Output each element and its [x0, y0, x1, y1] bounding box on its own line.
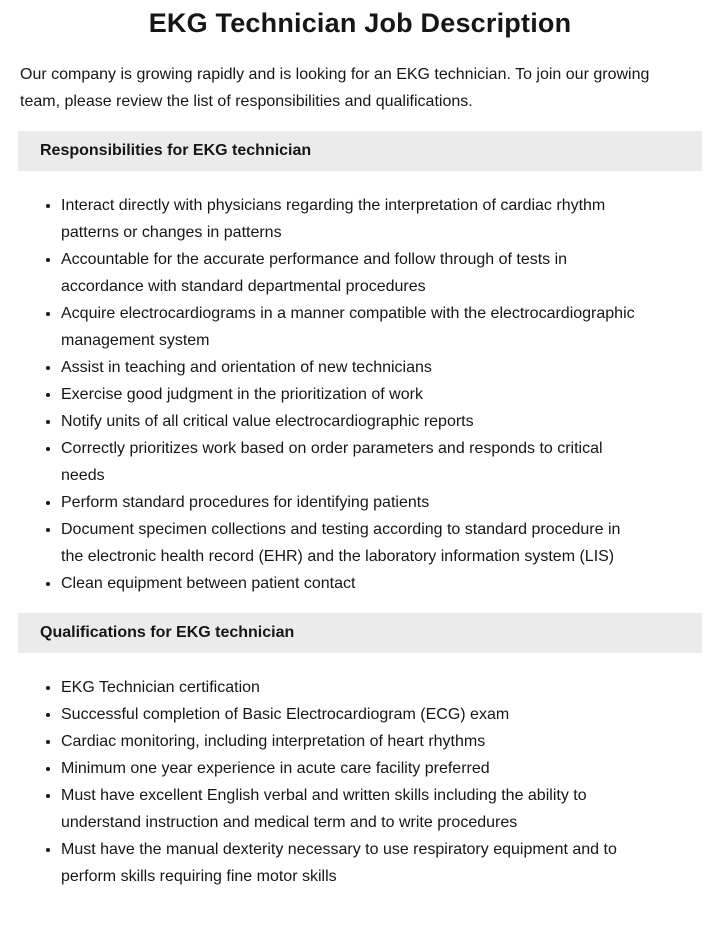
intro-paragraph: Our company is growing rapidly and is looking for an EKG technician. To join our growing team, please review the list of responsibilities and qualifications. — [20, 66, 650, 110]
qualifications-section — [18, 613, 702, 890]
list-item: • Notify units of all critical value electrocardiographic reports — [61, 408, 646, 435]
responsibilities-list — [18, 192, 702, 597]
list-item: • Document specimen collections and testing according to standard procedure in the electronic health record (EHR) and the laboratory information system (LIS) — [61, 516, 646, 570]
page-title: EKG Technician Job Description — [148, 8, 572, 38]
list-item: • Successful completion of Basic Electrocardiogram (ECG) exam — [61, 701, 646, 728]
responsibilities-section-heading: Responsibilities for EKG technician — [18, 131, 702, 171]
list-item: • Acquire electrocardiograms in a manner compatible with the electrocardiographic management system — [61, 300, 646, 354]
qualifications-section-heading: Qualifications for EKG technician — [18, 613, 702, 653]
list-item: • Correctly prioritizes work based on order parameters and responds to critical needs — [61, 435, 646, 489]
list-item: • Accountable for the accurate performance and follow through of tests in accordance with standard departmental procedures — [61, 246, 646, 300]
list-item: • Interact directly with physicians regarding the interpretation of cardiac rhythm patterns or changes in patterns — [61, 192, 646, 246]
list-item: • EKG Technician certification — [61, 674, 646, 701]
list-item: • Must have the manual dexterity necessary to use respiratory equipment and to perform skills requiring fine motor skills — [61, 836, 646, 890]
list-item: • Minimum one year experience in acute care facility preferred — [61, 755, 646, 782]
list-item: • Must have excellent English verbal and written skills including the ability to understand instruction and medical term and to write procedures — [61, 782, 646, 836]
list-item: • Perform standard procedures for identifying patients — [61, 489, 646, 516]
list-item: • Cardiac monitoring, including interpretation of heart rhythms — [61, 728, 646, 755]
list-item: • Assist in teaching and orientation of new technicians — [61, 354, 646, 381]
qualifications-list — [18, 674, 702, 890]
list-item: • Clean equipment between patient contact — [61, 570, 646, 597]
responsibilities-section — [18, 131, 702, 597]
list-item: • Exercise good judgment in the prioritization of work — [61, 381, 646, 408]
